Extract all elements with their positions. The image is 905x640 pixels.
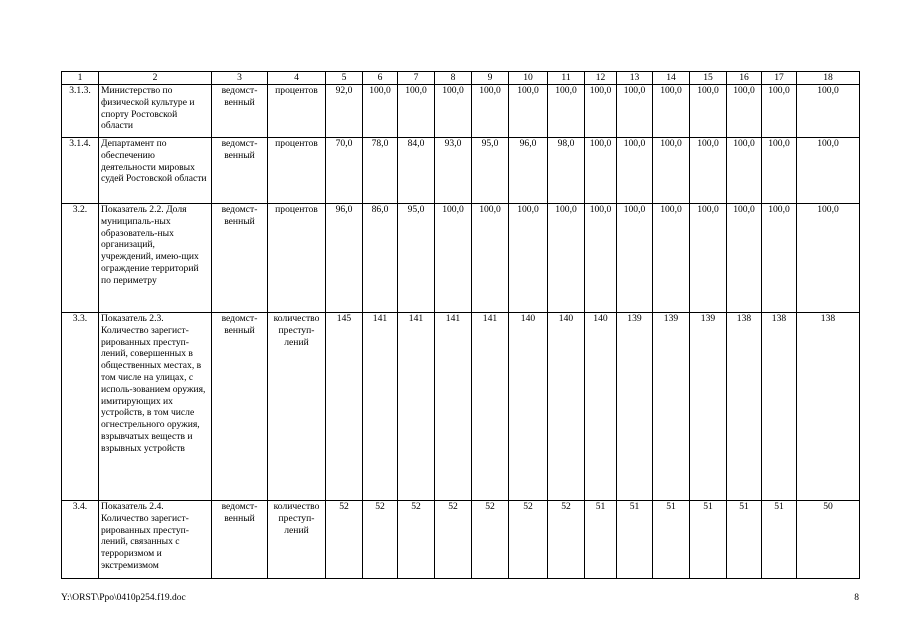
unit-cell: процентов [268, 204, 326, 313]
value-cell: 96,0 [326, 204, 363, 313]
value-cell: 100,0 [653, 138, 690, 204]
value-cell: 100,0 [617, 85, 653, 138]
column-header: 8 [435, 72, 472, 85]
column-header: 10 [509, 72, 548, 85]
value-cell: 100,0 [509, 85, 548, 138]
row-number-cell: 3.4. [62, 501, 99, 579]
value-cell: 100,0 [548, 85, 585, 138]
unit-cell: процентов [268, 85, 326, 138]
column-header: 17 [762, 72, 797, 85]
value-cell: 52 [363, 501, 398, 579]
value-cell: 138 [762, 313, 797, 501]
column-header: 15 [690, 72, 727, 85]
value-cell: 145 [326, 313, 363, 501]
value-cell: 93,0 [435, 138, 472, 204]
value-cell: 139 [617, 313, 653, 501]
value-cell: 100,0 [585, 85, 617, 138]
unit-cell: количество преступ-лений [268, 313, 326, 501]
value-cell: 140 [548, 313, 585, 501]
value-cell: 140 [585, 313, 617, 501]
value-cell: 52 [548, 501, 585, 579]
table-row [62, 138, 860, 204]
value-cell: 95,0 [472, 138, 509, 204]
indicator-type-cell: ведомст-венный [212, 501, 268, 579]
indicator-name-cell: Министерство по физической культуре и спорту Ростовской области [99, 85, 212, 138]
value-cell: 100,0 [398, 85, 435, 138]
value-cell: 70,0 [326, 138, 363, 204]
value-cell: 100,0 [727, 85, 762, 138]
unit-cell: количество преступ-лений [268, 501, 326, 579]
value-cell: 100,0 [548, 204, 585, 313]
indicator-type-cell: ведомст-венный [212, 313, 268, 501]
value-cell: 100,0 [797, 85, 860, 138]
value-cell: 50 [797, 501, 860, 579]
value-cell: 100,0 [472, 85, 509, 138]
value-cell: 52 [326, 501, 363, 579]
value-cell: 100,0 [585, 204, 617, 313]
value-cell: 100,0 [797, 204, 860, 313]
value-cell: 52 [509, 501, 548, 579]
unit-cell: процентов [268, 138, 326, 204]
value-cell: 98,0 [548, 138, 585, 204]
value-cell: 140 [509, 313, 548, 501]
value-cell: 52 [435, 501, 472, 579]
header-row [62, 72, 860, 85]
column-header: 18 [797, 72, 860, 85]
indicator-name-cell: Показатель 2.3. Количество зарегист-рированных преступ-лений, совершенных в общественных местах, в том числе на улицах, с исполь-зованием оружия, имитирующих их устройств, в том числе огнестрельного оружия, взрывчатых веществ и взрывных устройств [99, 313, 212, 501]
table-body [62, 85, 860, 579]
value-cell: 95,0 [398, 204, 435, 313]
row-number-cell: 3.1.4. [62, 138, 99, 204]
value-cell: 100,0 [435, 204, 472, 313]
value-cell: 52 [398, 501, 435, 579]
indicators-table [61, 71, 860, 579]
value-cell: 96,0 [509, 138, 548, 204]
value-cell: 141 [472, 313, 509, 501]
column-header: 11 [548, 72, 585, 85]
indicator-type-cell: ведомст-венный [212, 138, 268, 204]
value-cell: 100,0 [762, 138, 797, 204]
value-cell: 92,0 [326, 85, 363, 138]
column-header: 16 [727, 72, 762, 85]
value-cell: 100,0 [690, 204, 727, 313]
column-header: 6 [363, 72, 398, 85]
indicator-type-cell: ведомст-венный [212, 204, 268, 313]
indicator-type-cell: ведомст-венный [212, 85, 268, 138]
footer-file-path: Y:\ORST\Ppo\0410p254.f19.doc [61, 593, 186, 603]
value-cell: 86,0 [363, 204, 398, 313]
row-number-cell: 3.1.3. [62, 85, 99, 138]
value-cell: 100,0 [617, 204, 653, 313]
value-cell: 51 [653, 501, 690, 579]
column-header: 5 [326, 72, 363, 85]
value-cell: 51 [762, 501, 797, 579]
value-cell: 51 [727, 501, 762, 579]
value-cell: 141 [435, 313, 472, 501]
indicator-name-cell: Показатель 2.2. Доля муниципаль-ных образователь-ных организаций, учреждений, имею-щих ограждение территорий по периметру [99, 204, 212, 313]
table-row [62, 313, 860, 501]
value-cell: 84,0 [398, 138, 435, 204]
indicator-name-cell: Департамент по обеспечению деятельности мировых судей Ростовской области [99, 138, 212, 204]
value-cell: 51 [585, 501, 617, 579]
value-cell: 100,0 [617, 138, 653, 204]
value-cell: 100,0 [509, 204, 548, 313]
value-cell: 100,0 [653, 85, 690, 138]
value-cell: 100,0 [762, 204, 797, 313]
value-cell: 100,0 [690, 138, 727, 204]
table-row [62, 501, 860, 579]
table-row [62, 85, 860, 138]
value-cell: 141 [363, 313, 398, 501]
value-cell: 78,0 [363, 138, 398, 204]
value-cell: 100,0 [472, 204, 509, 313]
column-header: 12 [585, 72, 617, 85]
value-cell: 100,0 [762, 85, 797, 138]
value-cell: 51 [617, 501, 653, 579]
column-header: 2 [99, 72, 212, 85]
column-header: 14 [653, 72, 690, 85]
row-number-cell: 3.2. [62, 204, 99, 313]
column-header: 1 [62, 72, 99, 85]
value-cell: 138 [727, 313, 762, 501]
value-cell: 52 [472, 501, 509, 579]
column-header: 9 [472, 72, 509, 85]
value-cell: 138 [797, 313, 860, 501]
value-cell: 139 [653, 313, 690, 501]
value-cell: 100,0 [653, 204, 690, 313]
value-cell: 139 [690, 313, 727, 501]
row-number-cell: 3.3. [62, 313, 99, 501]
value-cell: 100,0 [435, 85, 472, 138]
indicator-name-cell: Показатель 2.4. Количество зарегист-рированных преступ-лений, связанных с терроризмом и экстремизмом [99, 501, 212, 579]
value-cell: 100,0 [797, 138, 860, 204]
value-cell: 100,0 [363, 85, 398, 138]
table-row [62, 204, 860, 313]
value-cell: 100,0 [727, 138, 762, 204]
value-cell: 100,0 [727, 204, 762, 313]
column-header: 13 [617, 72, 653, 85]
value-cell: 141 [398, 313, 435, 501]
value-cell: 51 [690, 501, 727, 579]
column-header: 4 [268, 72, 326, 85]
value-cell: 100,0 [690, 85, 727, 138]
column-header: 3 [212, 72, 268, 85]
footer-page-number: 8 [854, 593, 859, 603]
column-header: 7 [398, 72, 435, 85]
value-cell: 100,0 [585, 138, 617, 204]
